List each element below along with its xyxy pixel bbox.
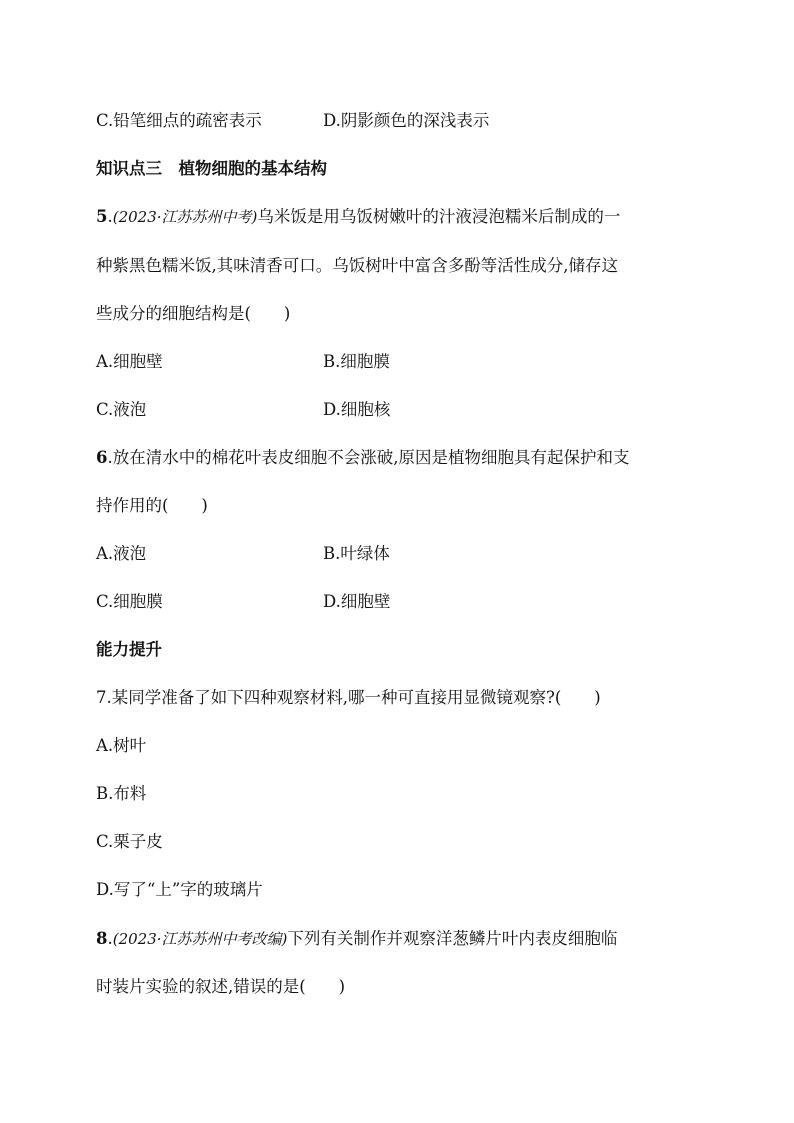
q5-option-a: A.细胞壁 bbox=[96, 352, 163, 371]
q5-stem-line-1: 乌米饭是用乌饭树嫩叶的汁液浸泡糯米后制成的一 bbox=[257, 207, 621, 226]
q6-stem-line-2: 持作用的( ) bbox=[96, 496, 208, 515]
q4-option-c: C.铅笔细点的疏密表示 bbox=[96, 111, 262, 130]
q8-number: 8 bbox=[96, 929, 108, 948]
q5-line-1 bbox=[96, 206, 620, 228]
q7-option-a: A.树叶 bbox=[96, 736, 147, 755]
q8-stem-line-2: 时装片实验的叙述,错误的是( ) bbox=[96, 977, 346, 996]
q5-option-b: B.细胞膜 bbox=[323, 352, 390, 371]
q6-option-b: B.叶绿体 bbox=[323, 544, 390, 563]
q5-option-d: D.细胞核 bbox=[323, 400, 391, 419]
q6-line-1 bbox=[96, 447, 629, 469]
q6-option-d: D.细胞壁 bbox=[323, 592, 391, 611]
q4-option-d: D.阴影颜色的深浅表示 bbox=[323, 111, 490, 130]
section-heading-knowledge-3: 知识点三 植物细胞的基本结构 bbox=[96, 159, 327, 178]
q6-option-a: A.液泡 bbox=[96, 544, 147, 563]
q7-option-c: C.栗子皮 bbox=[96, 832, 163, 851]
q5-number: 5 bbox=[96, 207, 108, 226]
q5-stem-line-2: 种紫黑色糯米饭,其味清香可口。乌饭树叶中富含多酚等活性成分,储存这 bbox=[96, 256, 618, 275]
q8-stem-line-1: 下列有关制作并观察洋葱鳞片叶内表皮细胞临 bbox=[287, 929, 618, 948]
q8-source: (2023·江苏苏州中考改编) bbox=[112, 930, 288, 948]
q7-stem: 7.某同学准备了如下四种观察材料,哪一种可直接用显微镜观察?( ) bbox=[96, 688, 601, 707]
q6-number: 6 bbox=[96, 448, 108, 467]
q7-option-d: D.写了“上”字的玻璃片 bbox=[96, 880, 263, 899]
q5-option-c: C.液泡 bbox=[96, 400, 147, 419]
q8-line-1 bbox=[96, 928, 617, 950]
q6-stem-line-1: .放在清水中的棉花叶表皮细胞不会涨破,原因是植物细胞具有起保护和支 bbox=[107, 448, 630, 467]
q5-source: (2023·江苏苏州中考) bbox=[112, 208, 258, 226]
q6-option-c: C.细胞膜 bbox=[96, 592, 163, 611]
section-heading-ability: 能力提升 bbox=[96, 640, 162, 659]
q8-dot: . bbox=[107, 929, 113, 948]
q7-option-b: B.布料 bbox=[96, 784, 147, 803]
q5-dot: . bbox=[107, 207, 113, 226]
q5-stem-line-3: 些成分的细胞结构是( ) bbox=[96, 304, 291, 323]
